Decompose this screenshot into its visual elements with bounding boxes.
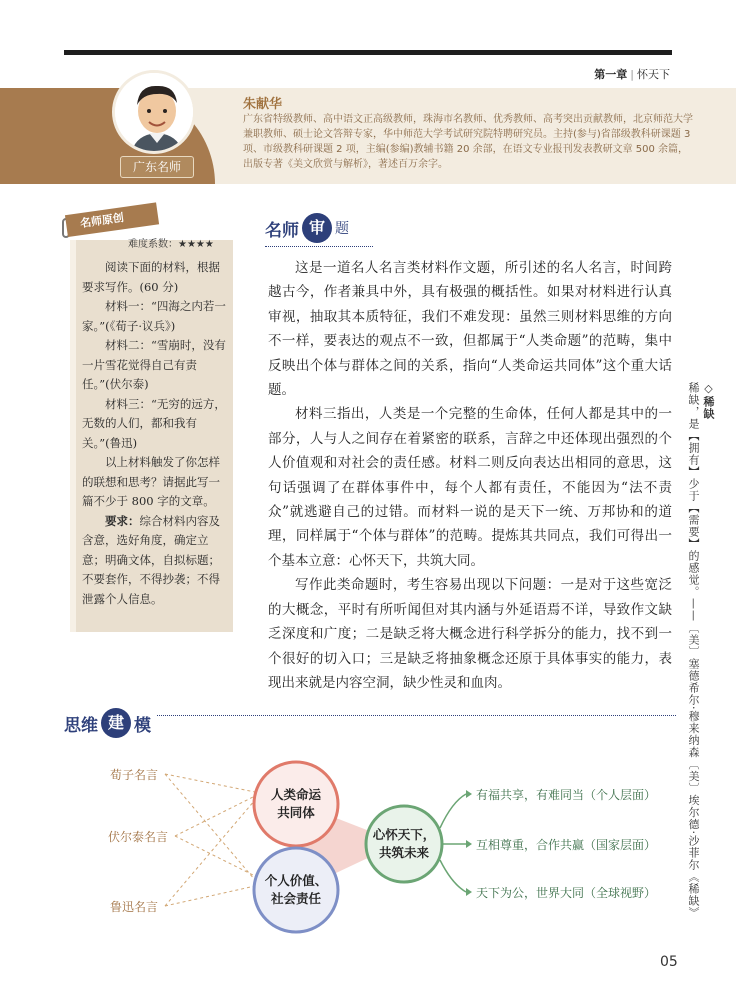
top-rule — [64, 50, 672, 55]
author-name: 朱献华 — [243, 97, 283, 112]
center-circle-line-2: 共筑未来 — [378, 845, 429, 860]
sidebar-tab: 名师原创 — [65, 202, 159, 237]
center-circle-line-1: 心怀天下， — [372, 827, 436, 842]
question-intro: 阅读下面的材料，根据要求写作。(60 分) — [82, 260, 220, 294]
thinking-model-diagram — [0, 740, 736, 940]
heading-underline — [265, 246, 373, 247]
analysis-paragraph-3: 写作此类命题时，考生容易出现以下问题：一是对于这些宽泛的大概念，平时有所听闻但对其内涵与外延语焉不详，导致作文缺乏深度和广度；二是缺乏将大概念进行科学拆分的能力，找不到一个很好的切入口；三是缺乏将抽象概念还原于具体事实的能力，表现出来就是内容空洞，缺少性灵和血肉。 — [268, 577, 672, 691]
analysis-paragraph-2: 材料三指出，人类是一个完整的生命体，任何人都是其中的一部分，人与人之间存在着紧密的联系，言辞之中还体现出强烈的个人价值观和对社会的责任感。材料二则反向表达出相同的意思，这句话强调了在群体事件中，每个人都有责任，不能因为“法不责众”就逃避自己的过错。而材料一说的是天下一统、万邦协和的道理，同样属于“个体与群体”的范畴。提炼其共同点，我们可得出一个基本立意：心怀天下，共筑大同。 — [268, 406, 672, 569]
output-personal: 有福共享，有难同当（个人层面） — [476, 788, 657, 802]
chapter-title: 怀天下 — [637, 68, 670, 81]
author-badge: 广东名师 — [120, 156, 194, 178]
requirements-label: 要求： — [105, 513, 140, 528]
heading-prefix: 名师 — [265, 220, 299, 241]
section-heading-review — [265, 213, 349, 243]
margin-quote-text: 稀缺，是【拥有】少于【需要】的感觉。——〔美〕塞德希尔·穆来纳森〔美〕埃尔德·沙菲尔《稀缺》 — [687, 382, 700, 919]
author-bio: 广东省特级教师、高中语文正高级教师，珠海市名教师、优秀教师、高考突出贡献教师，北京师范大学兼职教师、硕士论文答辩专家，华中师范大学考试研究院特聘研究员。主持(参与)省部级教科研课题 3 项、市级教科研课题 2 项，主编(参编)教辅书籍 20 余部，在语文专业报刊发表教研文章 500 余篇，出版专著《美文欣赏与解析》，著述百万余字。 — [243, 114, 693, 170]
chapter-number: 第一章 — [594, 68, 628, 81]
question-prompt: 以上材料触发了你怎样的联想和思考？请据此写一篇不少于 800 字的文章。 — [82, 455, 220, 508]
heading-suffix: 题 — [335, 221, 349, 237]
modeling-suffix: 模 — [134, 715, 151, 736]
analysis-paragraph-1: 这是一道名人名言类材料作文题，所引述的名人名言，时间跨越古今，作者兼具中外，具有极强的概括性。如果对材料进行认真审视，抽取其本质特征，我们不难发现：虽然三则材料思维的方向不一样，要表达的观点不一致，但都属于“人类命题”的范畴，集中反映出个体与群体之间的关系，指向“人类命运共同体”这个重大话题。 — [268, 260, 672, 399]
author-avatar — [112, 70, 196, 154]
page-number: 05 — [660, 954, 678, 970]
chapter-separator: | — [630, 68, 634, 81]
top-circle-line-2: 共同体 — [277, 805, 315, 820]
chapter-header — [594, 66, 670, 82]
question-text — [82, 258, 226, 609]
bottom-circle-line-2: 社会责任 — [270, 891, 321, 906]
modeling-circle-char: 建 — [101, 708, 131, 738]
output-national: 互相尊重，合作共赢（国家层面） — [476, 838, 657, 852]
material-one: 材料一：“四海之内若一家。”(《荀子·议兵》) — [82, 299, 226, 333]
question-requirements — [82, 512, 226, 610]
section-heading-modeling — [64, 708, 157, 738]
analysis-body — [268, 256, 672, 695]
top-circle-label — [256, 786, 336, 822]
bottom-circle-line-1: 个人价值、 — [264, 873, 328, 888]
material-three: 材料三：“无穷的远方，无数的人们，都和我有关。”(鲁迅) — [82, 396, 226, 450]
margin-quote-title: ◇稀缺 — [702, 382, 715, 420]
top-circle-line-1: 人类命运 — [270, 787, 321, 802]
heading-circle-char: 审 — [302, 213, 332, 243]
center-circle-label — [366, 826, 442, 862]
source-voltaire: 伏尔泰名言 — [108, 830, 169, 844]
material-two: 材料二：“雪崩时，没有一片雪花觉得自己有责任。”(伏尔泰) — [82, 338, 226, 391]
difficulty-rating: 难度系数：★★★★ — [128, 239, 214, 250]
modeling-prefix: 思维 — [64, 715, 98, 736]
output-global: 天下为公，世界大同（全球视野） — [476, 886, 657, 900]
bottom-circle-label — [256, 872, 336, 908]
source-luxun: 鲁迅名言 — [110, 900, 159, 914]
source-xunzi: 荀子名言 — [110, 768, 159, 782]
requirements-text: 综合材料内容及含意，选好角度，确定立意；明确文体，自拟标题；不要套作，不得抄袭；不得泄露个人信息。 — [82, 513, 220, 606]
